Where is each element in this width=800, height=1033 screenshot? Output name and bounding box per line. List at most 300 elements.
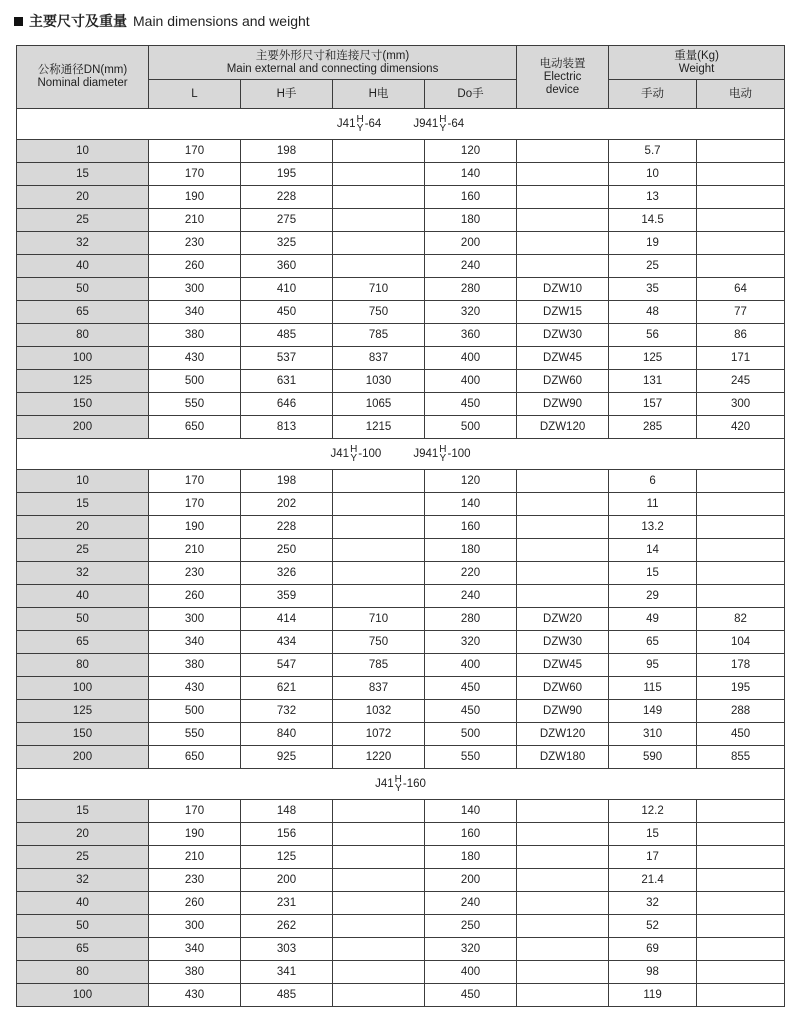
- cell-weight-electric: 245: [697, 370, 785, 393]
- cell-H-hand: 840: [241, 723, 333, 746]
- cell-dn: 125: [17, 370, 149, 393]
- cell-Do-hand: 450: [425, 393, 517, 416]
- cell-H-hand: 813: [241, 416, 333, 439]
- cell-dn: 150: [17, 393, 149, 416]
- cell-electric-device: DZW90: [517, 700, 609, 723]
- cell-weight-electric: [697, 846, 785, 869]
- cell-dn: 65: [17, 631, 149, 654]
- cell-weight-manual: 12.2: [609, 800, 697, 823]
- cell-weight-manual: 56: [609, 324, 697, 347]
- cell-weight-electric: 77: [697, 301, 785, 324]
- cell-weight-electric: [697, 562, 785, 585]
- cell-H-electric: [333, 823, 425, 846]
- cell-H-electric: 837: [333, 677, 425, 700]
- cell-weight-electric: [697, 915, 785, 938]
- cell-dn: 10: [17, 470, 149, 493]
- cell-weight-electric: [697, 140, 785, 163]
- cell-L: 380: [149, 961, 241, 984]
- cell-weight-manual: 48: [609, 301, 697, 324]
- cell-L: 380: [149, 324, 241, 347]
- cell-electric-device: DZW120: [517, 416, 609, 439]
- cell-electric-device: DZW60: [517, 370, 609, 393]
- model-section-label: [17, 109, 785, 140]
- table-row: [17, 961, 785, 984]
- cell-Do-hand: 400: [425, 370, 517, 393]
- cell-L: 500: [149, 700, 241, 723]
- cell-H-hand: 326: [241, 562, 333, 585]
- table-row: [17, 493, 785, 516]
- cell-L: 430: [149, 677, 241, 700]
- dimensions-table: [16, 45, 785, 1007]
- cell-L: 230: [149, 232, 241, 255]
- cell-H-hand: 359: [241, 585, 333, 608]
- header-H-electric: H电: [333, 80, 425, 109]
- cell-dn: 100: [17, 347, 149, 370]
- header-weight: [609, 46, 785, 80]
- page-title: [14, 12, 310, 30]
- cell-weight-electric: [697, 984, 785, 1007]
- header-electric-device: [517, 46, 609, 109]
- cell-H-hand: 200: [241, 869, 333, 892]
- cell-Do-hand: 500: [425, 416, 517, 439]
- cell-dn: 125: [17, 700, 149, 723]
- cell-L: 230: [149, 562, 241, 585]
- table-row: [17, 846, 785, 869]
- cell-weight-electric: [697, 163, 785, 186]
- cell-weight-manual: 115: [609, 677, 697, 700]
- cell-weight-manual: 17: [609, 846, 697, 869]
- cell-Do-hand: 400: [425, 347, 517, 370]
- cell-weight-electric: 64: [697, 278, 785, 301]
- cell-H-hand: 414: [241, 608, 333, 631]
- cell-weight-manual: 21.4: [609, 869, 697, 892]
- cell-Do-hand: 180: [425, 209, 517, 232]
- cell-H-hand: 732: [241, 700, 333, 723]
- cell-H-hand: 450: [241, 301, 333, 324]
- cell-L: 190: [149, 186, 241, 209]
- cell-electric-device: [517, 869, 609, 892]
- cell-electric-device: DZW15: [517, 301, 609, 324]
- cell-L: 300: [149, 915, 241, 938]
- cell-Do-hand: 240: [425, 585, 517, 608]
- cell-electric-device: [517, 892, 609, 915]
- cell-Do-hand: 120: [425, 470, 517, 493]
- model-seal-code: [395, 775, 402, 793]
- table-row: [17, 370, 785, 393]
- cell-weight-electric: 855: [697, 746, 785, 769]
- cell-Do-hand: 500: [425, 723, 517, 746]
- cell-H-hand: 228: [241, 516, 333, 539]
- table-row: [17, 823, 785, 846]
- cell-weight-electric: 300: [697, 393, 785, 416]
- header-weight-manual: 手动: [609, 80, 697, 109]
- cell-weight-manual: 35: [609, 278, 697, 301]
- header-nominal-en: Nominal diameter: [37, 77, 128, 89]
- model-seal-top: H: [439, 114, 447, 125]
- cell-electric-device: DZW30: [517, 631, 609, 654]
- cell-electric-device: [517, 823, 609, 846]
- cell-electric-device: [517, 961, 609, 984]
- cell-H-hand: 198: [241, 140, 333, 163]
- cell-weight-electric: 82: [697, 608, 785, 631]
- table-row: [17, 915, 785, 938]
- table-row: [17, 255, 785, 278]
- cell-dn: 100: [17, 984, 149, 1007]
- cell-H-electric: [333, 938, 425, 961]
- header-Do-hand: Do手: [425, 80, 517, 109]
- cell-dn: 10: [17, 140, 149, 163]
- cell-weight-electric: [697, 823, 785, 846]
- cell-weight-electric: 420: [697, 416, 785, 439]
- table-row: [17, 301, 785, 324]
- cell-H-hand: 434: [241, 631, 333, 654]
- cell-H-hand: 202: [241, 493, 333, 516]
- title-zh: 主要尺寸及重量: [29, 13, 127, 29]
- model-pressure: -100: [358, 448, 382, 460]
- cell-H-hand: 303: [241, 938, 333, 961]
- cell-dn: 32: [17, 232, 149, 255]
- cell-H-hand: 148: [241, 800, 333, 823]
- cell-H-electric: [333, 892, 425, 915]
- cell-weight-manual: 69: [609, 938, 697, 961]
- table-row: [17, 608, 785, 631]
- model-seal-bottom: Y: [356, 123, 364, 134]
- table-row: [17, 700, 785, 723]
- cell-H-electric: 1065: [333, 393, 425, 416]
- table-row: [17, 746, 785, 769]
- cell-weight-manual: 49: [609, 608, 697, 631]
- cell-dn: 150: [17, 723, 149, 746]
- cell-dn: 15: [17, 163, 149, 186]
- cell-weight-manual: 19: [609, 232, 697, 255]
- cell-electric-device: [517, 470, 609, 493]
- table-row: [17, 539, 785, 562]
- cell-L: 170: [149, 800, 241, 823]
- model-section-row: [17, 439, 785, 470]
- table-row: [17, 677, 785, 700]
- table-row: [17, 186, 785, 209]
- cell-H-hand: 325: [241, 232, 333, 255]
- cell-weight-electric: [697, 516, 785, 539]
- cell-weight-manual: 157: [609, 393, 697, 416]
- cell-Do-hand: 450: [425, 984, 517, 1007]
- table-row: [17, 470, 785, 493]
- cell-dn: 20: [17, 186, 149, 209]
- model-code: [375, 775, 426, 793]
- cell-H-electric: 710: [333, 608, 425, 631]
- cell-weight-electric: 178: [697, 654, 785, 677]
- cell-weight-manual: 310: [609, 723, 697, 746]
- cell-dn: 15: [17, 493, 149, 516]
- title-en: Main dimensions and weight: [133, 13, 310, 29]
- cell-weight-manual: 14: [609, 539, 697, 562]
- cell-H-electric: [333, 846, 425, 869]
- cell-H-electric: [333, 186, 425, 209]
- cell-weight-electric: [697, 938, 785, 961]
- cell-H-hand: 198: [241, 470, 333, 493]
- cell-dn: 25: [17, 846, 149, 869]
- cell-H-hand: 537: [241, 347, 333, 370]
- cell-weight-electric: 104: [697, 631, 785, 654]
- cell-H-electric: 1072: [333, 723, 425, 746]
- cell-H-electric: 785: [333, 324, 425, 347]
- cell-L: 340: [149, 301, 241, 324]
- header-nominal-diameter: [17, 46, 149, 109]
- cell-weight-electric: [697, 892, 785, 915]
- cell-H-electric: 710: [333, 278, 425, 301]
- cell-H-electric: 1215: [333, 416, 425, 439]
- cell-H-electric: 785: [333, 654, 425, 677]
- cell-Do-hand: 360: [425, 324, 517, 347]
- cell-electric-device: [517, 493, 609, 516]
- cell-L: 340: [149, 631, 241, 654]
- cell-electric-device: [517, 209, 609, 232]
- cell-weight-electric: [697, 186, 785, 209]
- cell-weight-electric: [697, 539, 785, 562]
- cell-Do-hand: 320: [425, 631, 517, 654]
- cell-H-hand: 156: [241, 823, 333, 846]
- table-row: [17, 209, 785, 232]
- cell-weight-electric: [697, 961, 785, 984]
- cell-L: 430: [149, 347, 241, 370]
- cell-Do-hand: 320: [425, 301, 517, 324]
- cell-L: 190: [149, 823, 241, 846]
- cell-H-hand: 485: [241, 324, 333, 347]
- table-row: [17, 140, 785, 163]
- cell-H-hand: 547: [241, 654, 333, 677]
- cell-weight-electric: [697, 209, 785, 232]
- table-row: [17, 347, 785, 370]
- cell-weight-electric: 171: [697, 347, 785, 370]
- cell-weight-manual: 285: [609, 416, 697, 439]
- model-section-row: [17, 109, 785, 140]
- cell-L: 260: [149, 585, 241, 608]
- cell-dn: 40: [17, 585, 149, 608]
- cell-weight-manual: 125: [609, 347, 697, 370]
- cell-L: 230: [149, 869, 241, 892]
- cell-L: 190: [149, 516, 241, 539]
- cell-weight-manual: 14.5: [609, 209, 697, 232]
- cell-electric-device: DZW90: [517, 393, 609, 416]
- cell-dn: 40: [17, 255, 149, 278]
- cell-weight-manual: 131: [609, 370, 697, 393]
- cell-electric-device: [517, 232, 609, 255]
- cell-L: 260: [149, 892, 241, 915]
- table-row: [17, 938, 785, 961]
- cell-H-hand: 262: [241, 915, 333, 938]
- cell-Do-hand: 140: [425, 800, 517, 823]
- cell-dn: 25: [17, 209, 149, 232]
- cell-weight-electric: [697, 800, 785, 823]
- cell-weight-manual: 5.7: [609, 140, 697, 163]
- cell-weight-manual: 6: [609, 470, 697, 493]
- cell-H-hand: 646: [241, 393, 333, 416]
- cell-Do-hand: 400: [425, 961, 517, 984]
- cell-electric-device: DZW10: [517, 278, 609, 301]
- table-row: [17, 278, 785, 301]
- cell-weight-manual: 29: [609, 585, 697, 608]
- cell-dn: 50: [17, 278, 149, 301]
- cell-weight-manual: 13.2: [609, 516, 697, 539]
- model-seal-top: H: [356, 114, 364, 125]
- header-dims-en: Main external and connecting dimensions: [226, 62, 439, 75]
- table-row: [17, 654, 785, 677]
- cell-electric-device: DZW45: [517, 347, 609, 370]
- cell-Do-hand: 240: [425, 892, 517, 915]
- cell-electric-device: [517, 516, 609, 539]
- cell-H-electric: [333, 516, 425, 539]
- cell-Do-hand: 220: [425, 562, 517, 585]
- table-row: [17, 892, 785, 915]
- cell-H-hand: 275: [241, 209, 333, 232]
- cell-H-electric: 837: [333, 347, 425, 370]
- model-prefix: J41: [375, 778, 394, 790]
- model-section-label: [17, 769, 785, 800]
- cell-H-hand: 631: [241, 370, 333, 393]
- model-code: [413, 115, 464, 133]
- cell-H-hand: 360: [241, 255, 333, 278]
- model-pressure: -100: [447, 448, 471, 460]
- cell-H-electric: [333, 869, 425, 892]
- cell-electric-device: [517, 800, 609, 823]
- cell-H-electric: [333, 915, 425, 938]
- cell-weight-manual: 52: [609, 915, 697, 938]
- cell-H-hand: 195: [241, 163, 333, 186]
- cell-electric-device: DZW30: [517, 324, 609, 347]
- cell-Do-hand: 140: [425, 493, 517, 516]
- cell-dn: 200: [17, 416, 149, 439]
- cell-weight-electric: [697, 232, 785, 255]
- table-row: [17, 585, 785, 608]
- table-row: [17, 869, 785, 892]
- cell-weight-manual: 15: [609, 562, 697, 585]
- cell-dn: 40: [17, 892, 149, 915]
- cell-Do-hand: 550: [425, 746, 517, 769]
- header-H-hand: H手: [241, 80, 333, 109]
- header-dims-zh: 主要外形尺寸和连接尺寸(mm): [255, 49, 410, 62]
- cell-Do-hand: 160: [425, 516, 517, 539]
- header-weight-zh: 重量(Kg): [674, 49, 719, 62]
- model-pressure: -160: [402, 778, 426, 790]
- model-seal-code: [356, 115, 363, 133]
- cell-Do-hand: 400: [425, 654, 517, 677]
- cell-weight-electric: [697, 585, 785, 608]
- cell-weight-manual: 95: [609, 654, 697, 677]
- cell-H-electric: [333, 961, 425, 984]
- table-row: [17, 232, 785, 255]
- cell-dn: 32: [17, 869, 149, 892]
- cell-electric-device: [517, 186, 609, 209]
- cell-electric-device: [517, 539, 609, 562]
- model-code: [413, 445, 470, 463]
- cell-L: 170: [149, 140, 241, 163]
- cell-electric-device: [517, 140, 609, 163]
- model-seal-code: [439, 115, 446, 133]
- cell-electric-device: DZW180: [517, 746, 609, 769]
- cell-Do-hand: 180: [425, 846, 517, 869]
- table-row: [17, 393, 785, 416]
- cell-Do-hand: 280: [425, 608, 517, 631]
- cell-H-electric: [333, 800, 425, 823]
- cell-weight-manual: 15: [609, 823, 697, 846]
- table-row: [17, 723, 785, 746]
- cell-dn: 15: [17, 800, 149, 823]
- cell-L: 170: [149, 493, 241, 516]
- cell-dn: 50: [17, 608, 149, 631]
- cell-H-hand: 231: [241, 892, 333, 915]
- cell-H-hand: 250: [241, 539, 333, 562]
- cell-electric-device: [517, 938, 609, 961]
- cell-L: 260: [149, 255, 241, 278]
- cell-weight-manual: 590: [609, 746, 697, 769]
- model-code: [337, 115, 381, 133]
- cell-weight-manual: 98: [609, 961, 697, 984]
- cell-H-electric: 1030: [333, 370, 425, 393]
- cell-electric-device: DZW45: [517, 654, 609, 677]
- cell-H-electric: [333, 470, 425, 493]
- model-prefix: J941: [413, 118, 439, 130]
- cell-H-electric: [333, 539, 425, 562]
- cell-weight-manual: 25: [609, 255, 697, 278]
- table-row: [17, 984, 785, 1007]
- table-row: [17, 800, 785, 823]
- cell-H-hand: 125: [241, 846, 333, 869]
- model-seal-top: H: [439, 444, 447, 455]
- cell-H-electric: [333, 562, 425, 585]
- cell-L: 300: [149, 278, 241, 301]
- cell-dn: 80: [17, 654, 149, 677]
- cell-L: 300: [149, 608, 241, 631]
- table-body: [17, 109, 785, 1007]
- cell-dn: 32: [17, 562, 149, 585]
- cell-dn: 200: [17, 746, 149, 769]
- cell-electric-device: [517, 984, 609, 1007]
- cell-weight-manual: 10: [609, 163, 697, 186]
- cell-electric-device: [517, 562, 609, 585]
- header-weight-en: Weight: [678, 62, 715, 75]
- cell-electric-device: DZW20: [517, 608, 609, 631]
- cell-weight-manual: 119: [609, 984, 697, 1007]
- cell-L: 170: [149, 470, 241, 493]
- model-section-row: [17, 769, 785, 800]
- cell-weight-manual: 13: [609, 186, 697, 209]
- cell-L: 550: [149, 723, 241, 746]
- model-seal-bottom: Y: [394, 783, 402, 794]
- model-seal-bottom: Y: [350, 453, 358, 464]
- cell-weight-electric: [697, 493, 785, 516]
- table-row: [17, 631, 785, 654]
- model-prefix: J41: [336, 118, 356, 130]
- cell-electric-device: DZW120: [517, 723, 609, 746]
- cell-L: 500: [149, 370, 241, 393]
- model-seal-bottom: Y: [439, 123, 447, 134]
- cell-H-electric: 1220: [333, 746, 425, 769]
- cell-H-electric: [333, 984, 425, 1007]
- cell-H-hand: 228: [241, 186, 333, 209]
- cell-weight-electric: [697, 255, 785, 278]
- model-seal-bottom: Y: [439, 453, 447, 464]
- cell-H-electric: [333, 493, 425, 516]
- cell-dn: 100: [17, 677, 149, 700]
- cell-H-electric: [333, 163, 425, 186]
- cell-weight-manual: 32: [609, 892, 697, 915]
- table-row: [17, 163, 785, 186]
- cell-L: 210: [149, 209, 241, 232]
- cell-Do-hand: 140: [425, 163, 517, 186]
- cell-dn: 50: [17, 915, 149, 938]
- header-weight-electric: 电动: [697, 80, 785, 109]
- cell-electric-device: [517, 585, 609, 608]
